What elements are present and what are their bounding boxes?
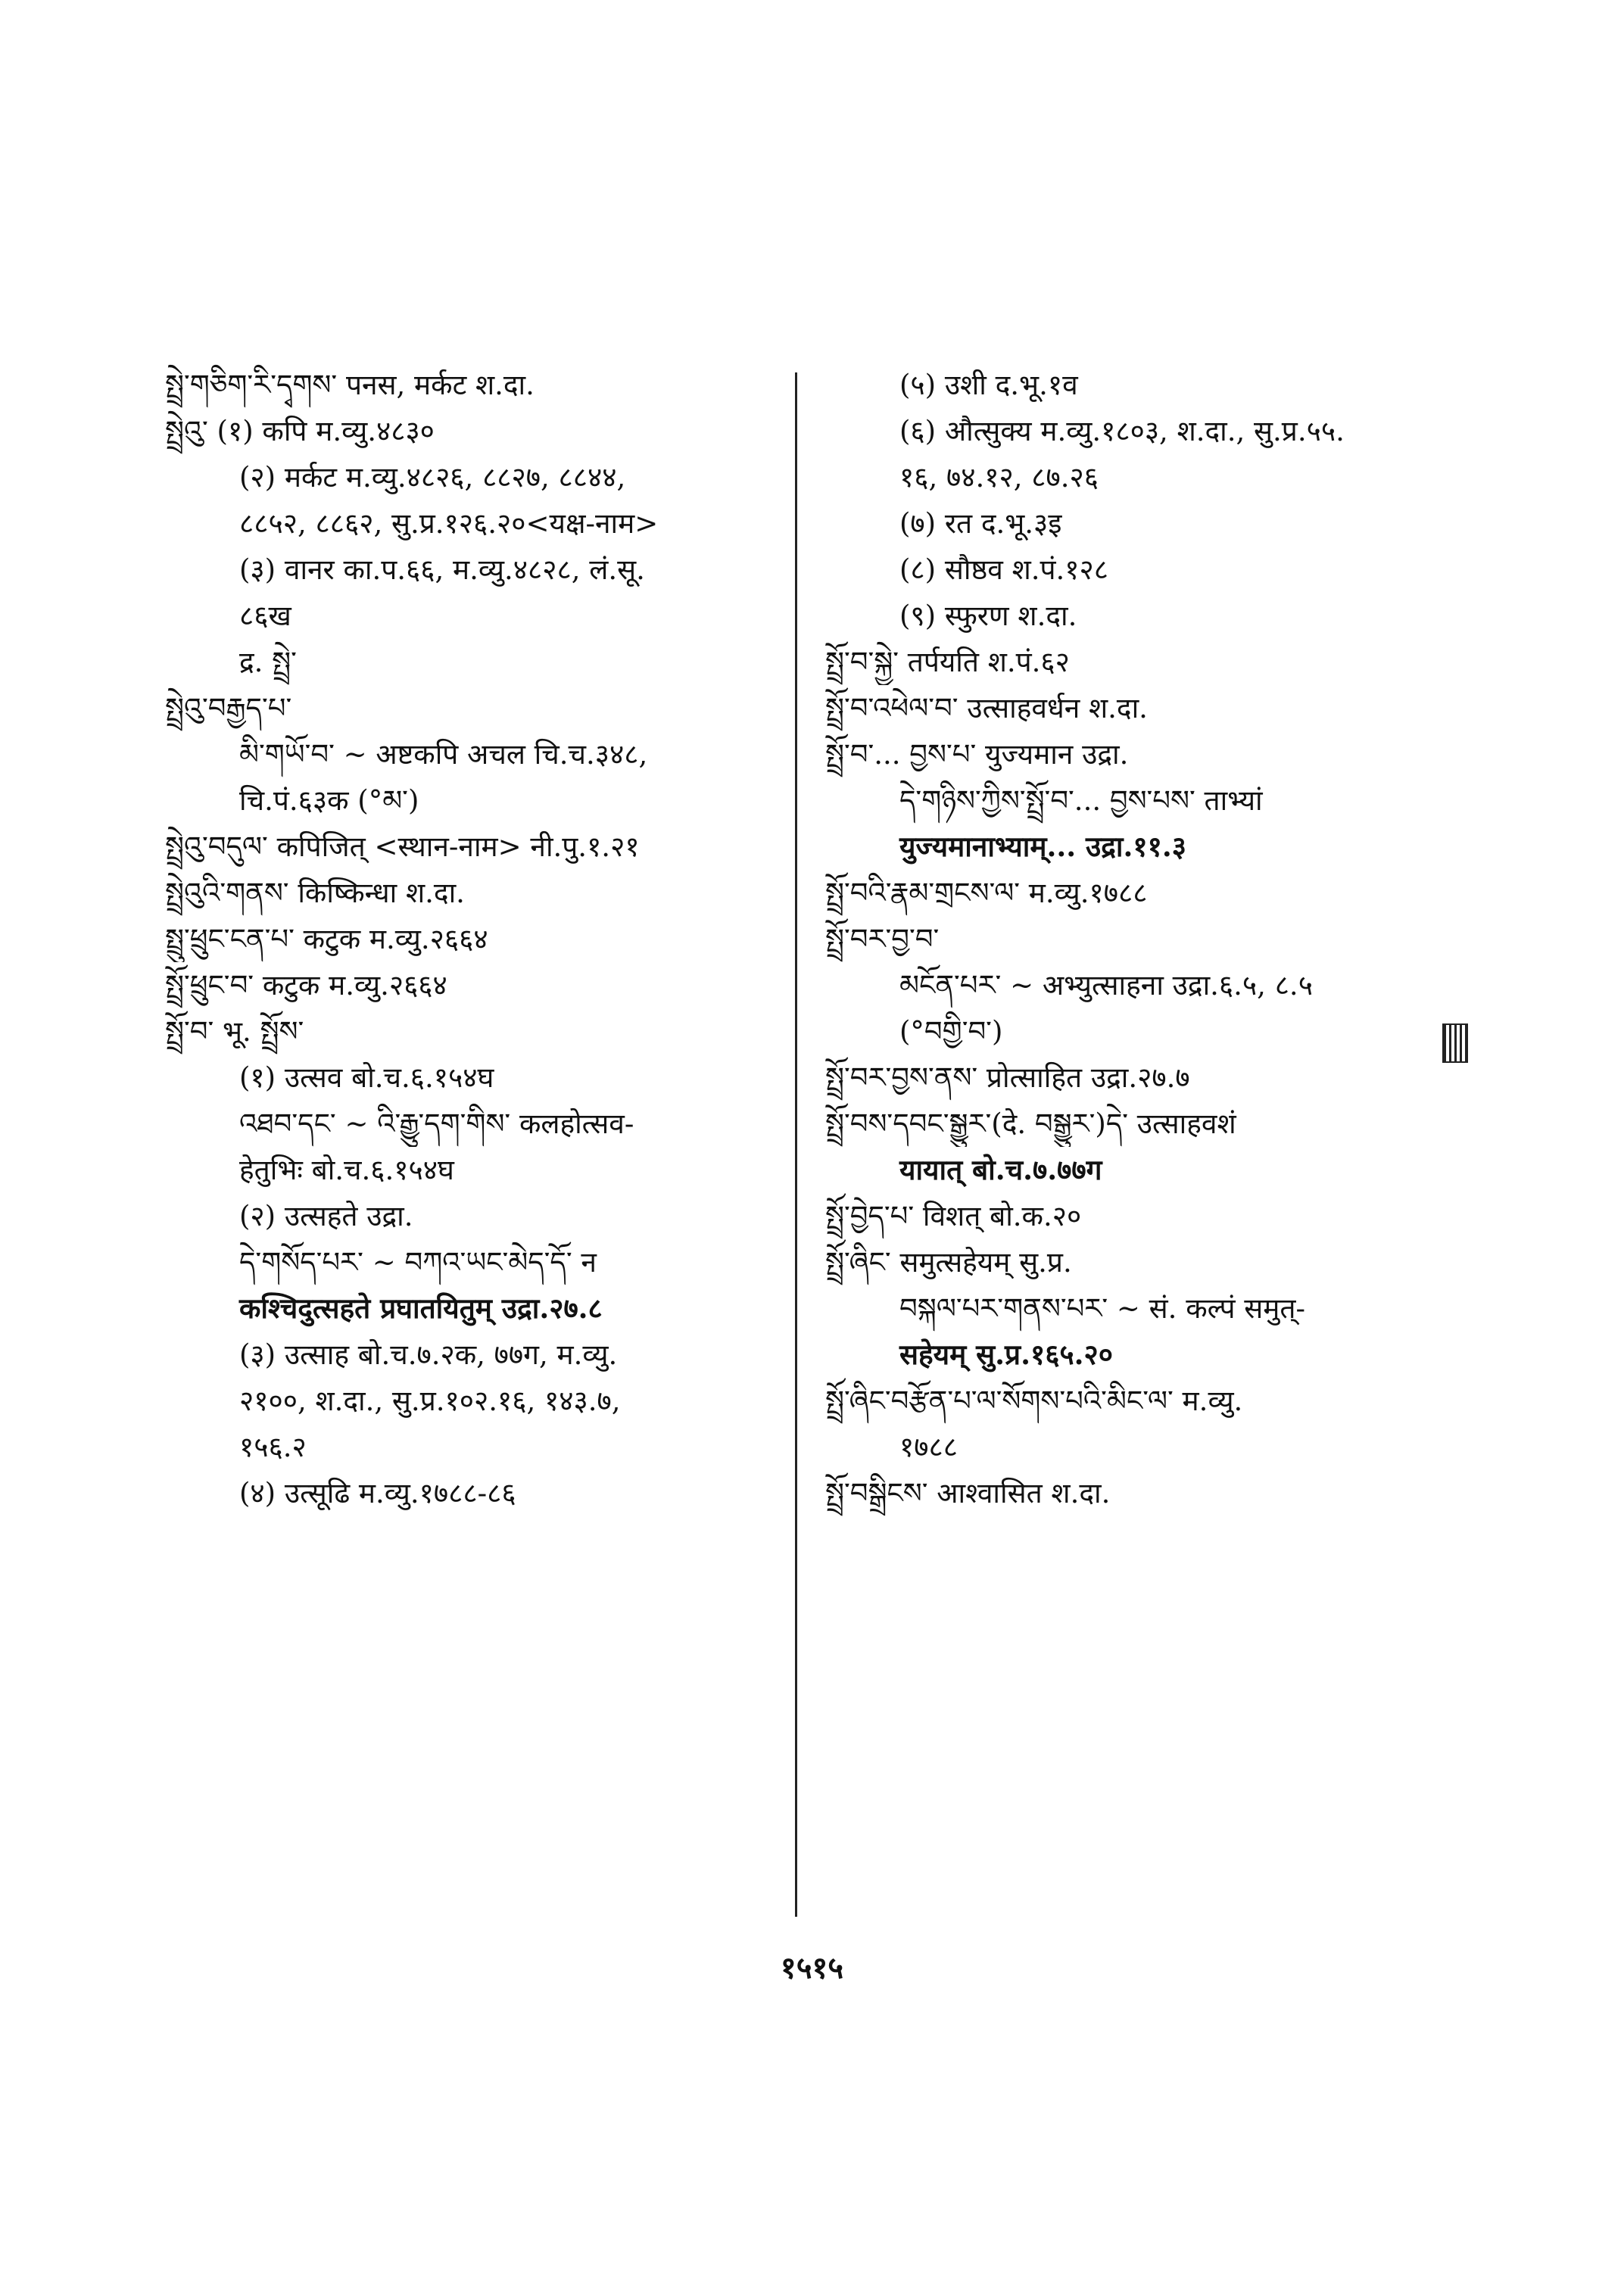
entry-sense-line: དེ་གསོད་པར་ ~ བཀའ་ཡང་མེད་དོ་ न	[239, 1246, 597, 1279]
entry-sense-line: १६, ७४.१२, ८७.२६	[899, 461, 1099, 494]
right-column	[825, 362, 1446, 1516]
entry-headword-line: སྤྲོ་བ་སྐྱེ་ तर्पयति श.पं.६२	[825, 646, 1070, 678]
entry-sense-line: हेतुभिः बो.च.६.१५४घ	[239, 1154, 454, 1186]
entry-sense-line: द्र. སྤྲེ་	[239, 646, 297, 678]
entry-sense-line: १७८८	[899, 1431, 958, 1463]
entry-sense-line: མངོན་པར་ ~ अभ्युत्साहना उद्रा.६.५, ८.५	[899, 969, 1313, 1002]
entry-headword-line: སྤྲོ་བར་བྱ་བ་	[825, 923, 940, 955]
entry-sense-line: युज्यमानाभ्याम्... उद्रा.११.३	[899, 830, 1186, 863]
entry-sense-line: (४) उत्सूढि म.व्यु.१७८८-८६	[239, 1477, 516, 1509]
entry-headword-line: སྤྲེ་གཅིག་རི་དྭགས་ पनस, मर्कट श.दा.	[165, 369, 535, 401]
entry-sense-line: (३) वानर का.प.६६, म.व्यु.४८२८, लं.सू.	[239, 553, 645, 586]
entry-headword-line: སྤྲོ་བསྒྲིངས་ आश्वासित श.दा.	[825, 1477, 1111, 1509]
entry-sense-line: (६) औत्सुक्य म.व्यु.१८०३, श.दा., सु.प्र.५५.	[899, 415, 1345, 447]
entry-sense-line: (१) उत्सव बो.च.६.१५४घ	[239, 1061, 494, 1094]
entry-sense-line: ८८५२, ८८६२, सु.प्र.१२६.२०<यक्ष-नाम>	[239, 507, 659, 540]
entry-headword-line: སྤྲེའུ་ (१) कपि म.व्यु.४८३०	[165, 415, 435, 447]
entry-sense-line: (२) उत्सहते उद्रा.	[239, 1200, 413, 1232]
entry-headword-line: སྤྲོ་བར་བྱས་ནས་ प्रोत्साहित उद्रा.२७.७	[825, 1061, 1190, 1094]
entry-headword-line: སྤྲོ་ཞིང་ समुत्सहेयम् सु.प्र.	[825, 1246, 1072, 1279]
entry-headword-line: སྤྲོ་ཕྲུང་བ་ कटुक म.व्यु.२६६४	[165, 969, 447, 1002]
entry-sense-line: १५६.२	[239, 1431, 307, 1463]
entry-sense-line: ८६ख	[239, 600, 291, 632]
entry-sense-line: (°བགྱི་བ་)	[899, 1015, 1003, 1048]
entry-headword-line: སྤྲོ་བྱེད་པ་ विशत् बो.क.२०	[825, 1200, 1082, 1232]
entry-headword-line: སྤྲོ་བ་འཕེལ་བ་ उत्साहवर्धन श.दा.	[825, 692, 1148, 724]
entry-headword-line: སྤྲེའུ་བདུལ་ कपिजित् <स्थान-नाम> नी.पु.१.२१	[165, 830, 640, 863]
column-divider	[795, 372, 797, 1917]
margin-marker-icon	[1442, 1023, 1468, 1063]
left-column	[165, 362, 778, 1516]
entry-sense-line: (९) स्फुरण श.दा.	[899, 600, 1077, 632]
entry-sense-line: (२) मर्कट म.व्यु.४८२६, ८८२७, ८८४४,	[239, 461, 626, 494]
entry-headword-line: སྤྲོ་བ་ भू. སྤྲོས་	[165, 1015, 304, 1048]
entry-sense-line: (३) उत्साह बो.च.७.२क, ७७ग, म.व्यु.	[239, 1338, 618, 1371]
page-number: १५१५	[780, 1950, 844, 1986]
entry-sense-line: चि.पं.६३क (°མ་)	[239, 784, 419, 817]
entry-sense-line: འཐབ་དང་ ~ འི་རྒྱུ་དག་གིས་ कलहोत्सव-	[239, 1108, 634, 1140]
entry-sense-line: (७) रत द.भू.३इ	[899, 507, 1062, 540]
entry-headword-line: སྤྲོ་བས་དབང་སྒྱུར་(दे. བསྒྱུར་)དེ་ उत्साहवशं	[825, 1108, 1236, 1140]
entry-headword-line: སྤྲུ་ཕྲུང་ངན་པ་ कटुक म.व्यु.२६६४	[165, 923, 488, 955]
entry-sense-line: कश्चिदुत्सहते प्रघातयितुम् उद्रा.२७.८	[239, 1291, 603, 1325]
entry-sense-line: (८) सौष्ठव श.पं.१२८	[899, 553, 1109, 586]
entry-sense-line: २१००, श.दा., सु.प्र.१०२.१६, १४३.७,	[239, 1385, 621, 1417]
entry-sense-line: (५) उशी द.भू.१व	[899, 369, 1078, 401]
entry-headword-line: སྤྲོ་ཞིང་བརྩོན་པ་ལ་སོགས་པའི་མིང་ལ་ म.व्यु.	[825, 1385, 1243, 1417]
entry-headword-line: སྤྲེའུ་བརྒྱད་པ་	[165, 692, 292, 724]
entry-sense-line: यायात् बो.च.७.७७ग	[899, 1153, 1102, 1186]
entry-sense-line: सहेयम् सु.प्र.१६५.२०	[899, 1338, 1114, 1371]
entry-sense-line: མི་གཡོ་བ་ ~ अष्टकपि अचल चि.च.३४८,	[239, 738, 648, 771]
entry-headword-line: སྤྲོ་བ་... བྱས་པ་ युज्यमान उद्रा.	[825, 738, 1129, 771]
entry-sense-line: དེ་གཉིས་ཀྱིས་སྤྲོ་བ་... བྱས་པས་ ताभ्यां	[899, 784, 1263, 817]
entry-headword-line: སྤྲོ་བའི་རྣམ་གྲངས་ལ་ म.व्यु.१७८८	[825, 877, 1148, 909]
entry-headword-line: སྤྲེའུའི་གནས་ किष्किन्धा श.दा.	[165, 877, 465, 909]
entry-sense-line: བསྐལ་པར་གནས་པར་ ~ सं. कल्पं समुत्-	[899, 1292, 1305, 1325]
